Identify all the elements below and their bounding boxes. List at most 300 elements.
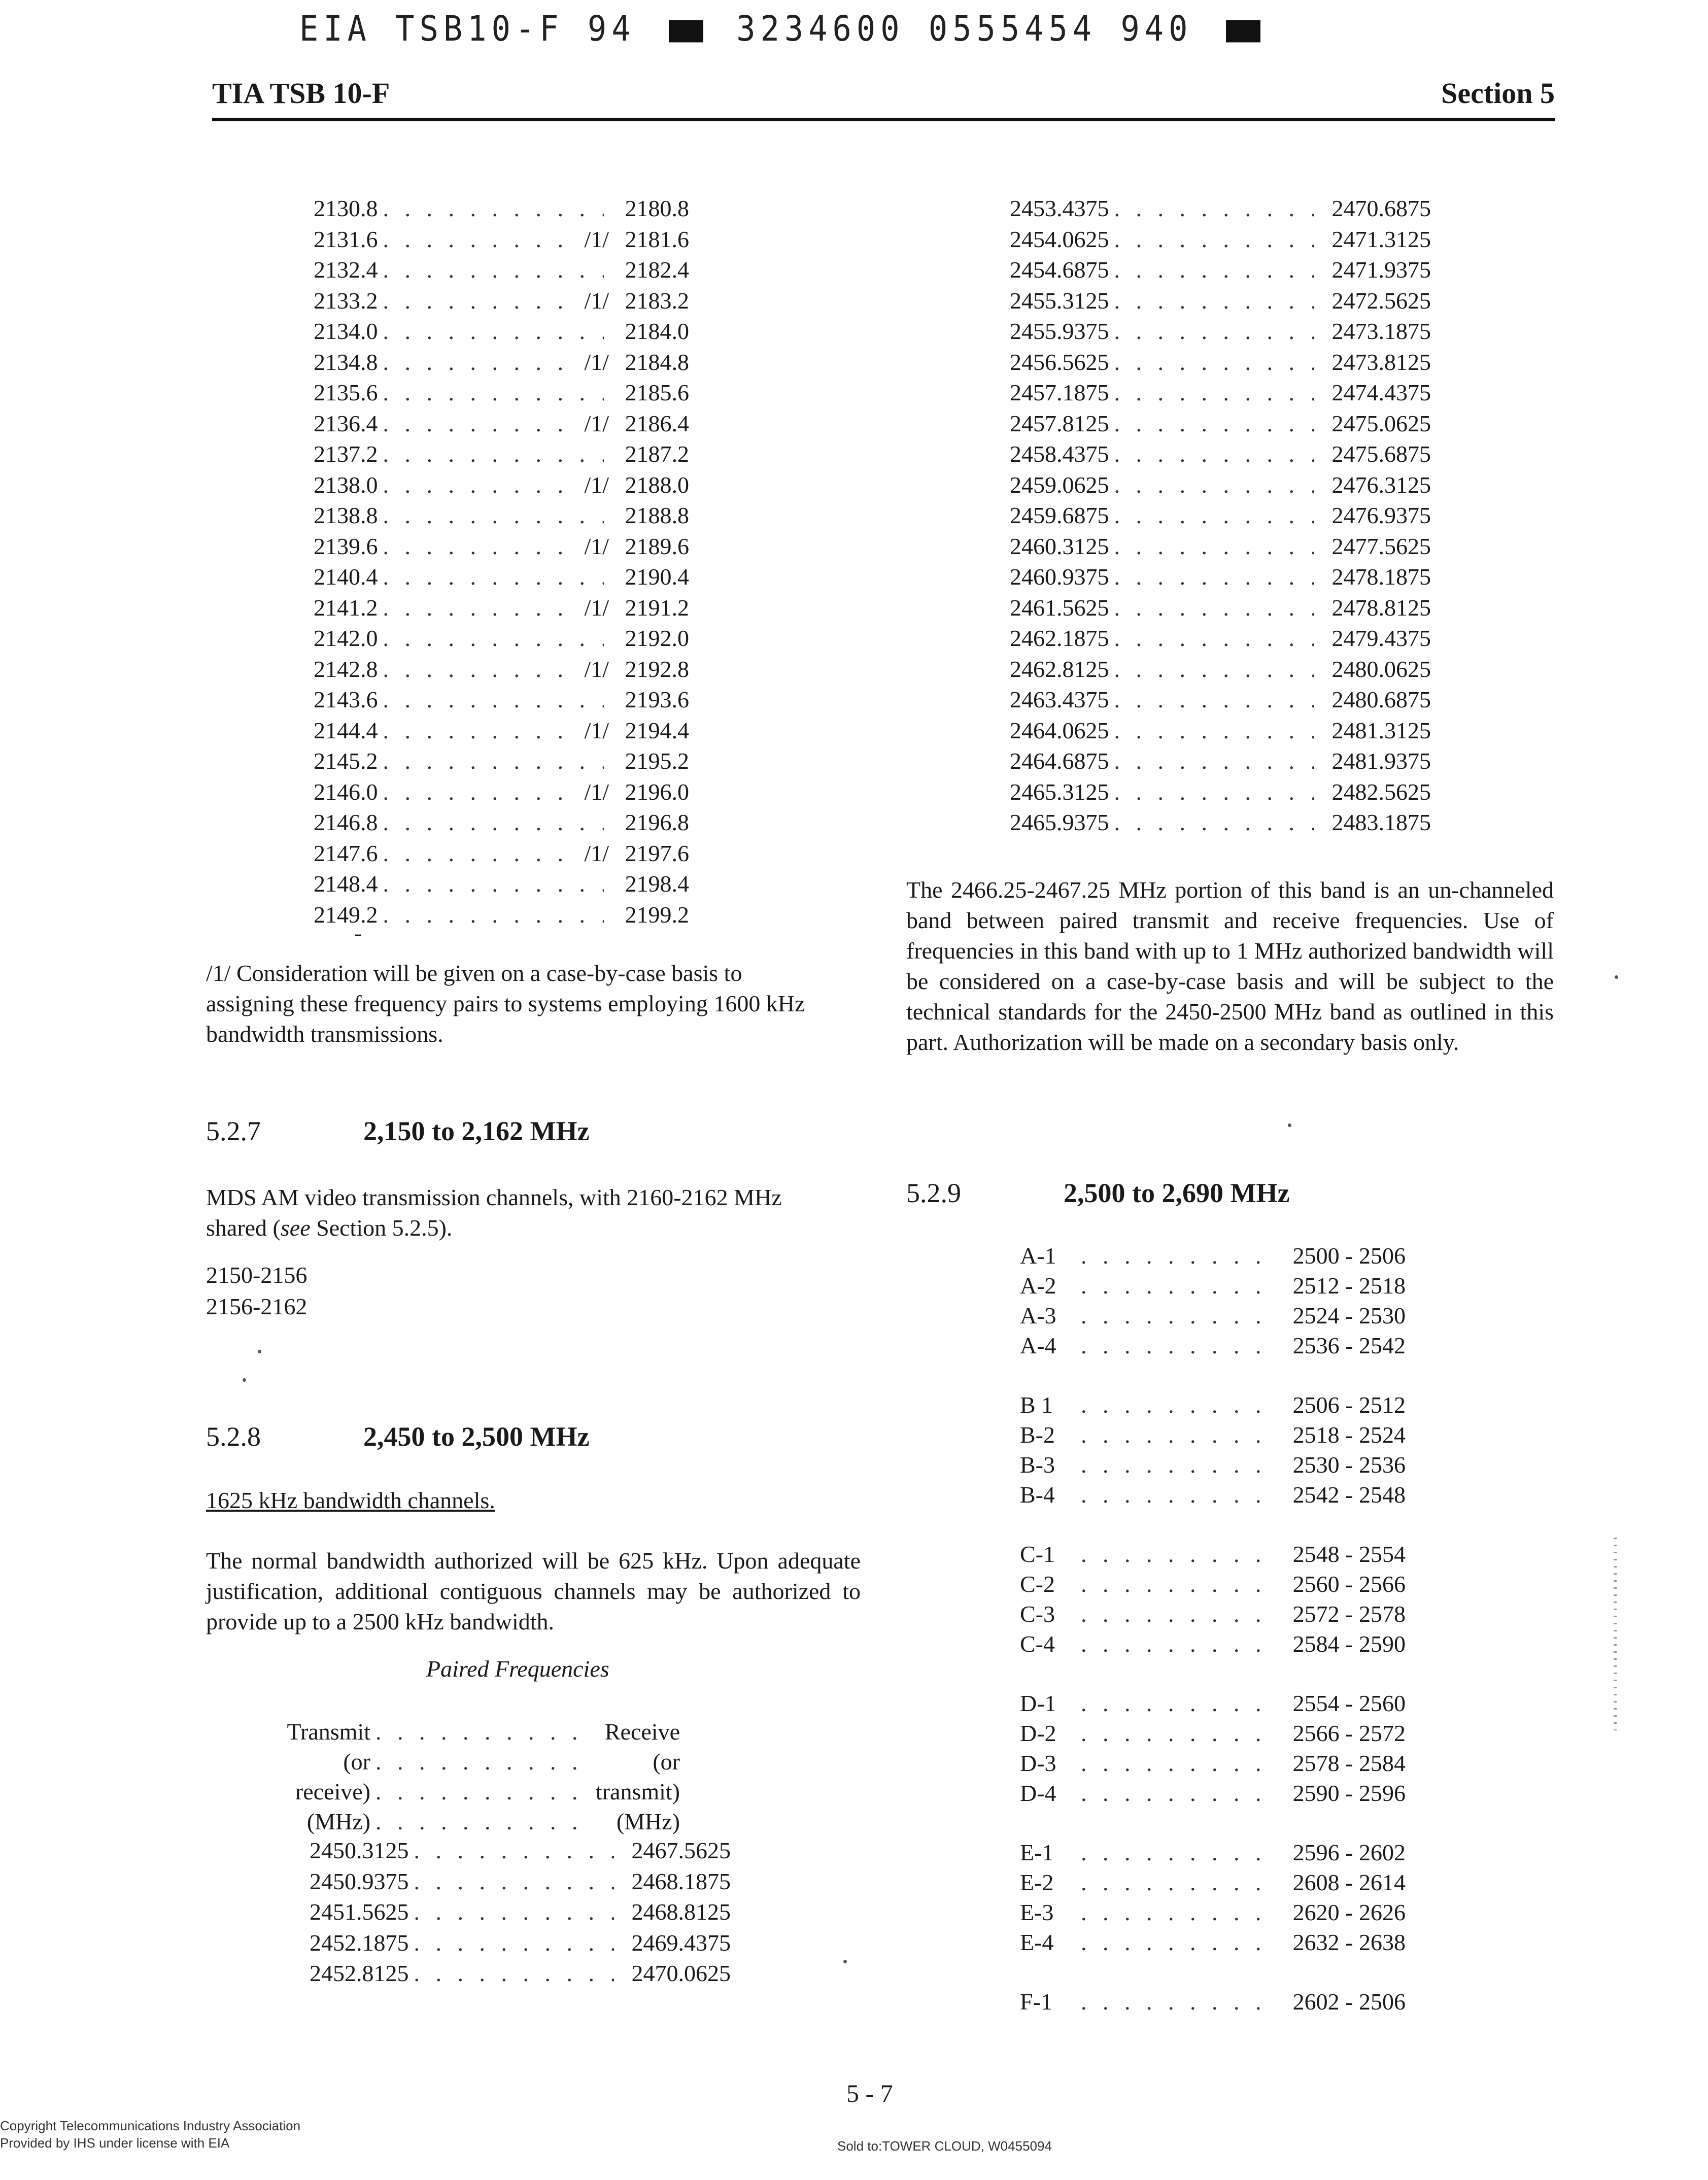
mds-description [206, 1182, 835, 1243]
dot-leader [1114, 563, 1315, 590]
paired-frequency-row-right-value: 2479.4375 [1331, 625, 1431, 651]
paired-frequency-row-right-value: 2469.4375 [631, 1929, 731, 1956]
channel-row-left-value: F-1 [1020, 1989, 1052, 2015]
channel-group [1020, 1690, 1406, 1810]
frequency-pair-row-left-value: 2139.6 [314, 533, 378, 559]
copyright-notice [0, 2117, 300, 2152]
channel-row-left-value: D-4 [1020, 1780, 1056, 1806]
dot-leader [383, 226, 579, 253]
paired-frequencies-header [269, 1718, 680, 1838]
channel-row-left-value: B-2 [1020, 1422, 1055, 1448]
frequency-pair-row-left-value: 2134.8 [314, 349, 378, 375]
paired-frequency-row [1010, 809, 1431, 840]
channel-row-left-value: C-1 [1020, 1541, 1055, 1567]
frequency-pair-row [314, 809, 689, 840]
dot-leader [414, 1898, 614, 1925]
section-number-5-2-9: 5.2.9 [906, 1178, 961, 1208]
paired-frequency-row-left-value: 2459.6875 [1010, 502, 1109, 528]
footnote-marker: /1/ [584, 349, 609, 375]
dot-leader [383, 533, 579, 560]
channel-group [1020, 1391, 1406, 1511]
frequency-pair-row-right-value: 2197.6 [625, 840, 689, 866]
channel-row-left-value: E-2 [1020, 1869, 1054, 1895]
dot-leader [1114, 256, 1315, 283]
dot-leader [383, 440, 604, 467]
frequency-pair-row-right-value: 2184.0 [625, 318, 689, 344]
channel-group [1020, 1988, 1406, 2018]
paired-frequency-row-left-value: 2454.0625 [1010, 226, 1109, 252]
channel-row [1020, 1242, 1406, 1272]
channel-row [1020, 1869, 1406, 1899]
dot-leader [1081, 1421, 1261, 1448]
paired-header-row-left-value: receive) [295, 1779, 370, 1804]
paired-frequency-row [1010, 594, 1431, 625]
dot-leader [1081, 1481, 1261, 1508]
paired-frequency-row [1010, 625, 1431, 656]
document-title: TIA TSB 10-F [212, 77, 390, 110]
dot-leader [1081, 1720, 1261, 1747]
section-number-5-2-7: 5.2.7 [206, 1116, 261, 1146]
mds-channel: 2156-2162 [206, 1293, 308, 1319]
frequency-pair-row-right-value: 2195.2 [625, 748, 689, 774]
mds-text-suffix: Section 5.2.5). [310, 1215, 453, 1241]
frequency-pair-row-right-value: 2181.6 [625, 226, 689, 252]
frequency-pair-row-left-value: 2146.8 [314, 809, 378, 835]
paired-frequency-row-right-value: 2482.5625 [1331, 778, 1431, 805]
dot-leader [375, 1748, 578, 1775]
mds-text-see: see [280, 1215, 311, 1241]
channel-group [1020, 1242, 1406, 1362]
paired-frequency-row [1010, 471, 1431, 502]
channel-row-left-value: D-1 [1020, 1690, 1056, 1716]
paired-frequency-row [1010, 747, 1431, 778]
dot-leader [1081, 1750, 1261, 1777]
scan-speck [1615, 975, 1618, 979]
dot-leader [1114, 533, 1315, 560]
dot-leader [383, 656, 579, 683]
paired-frequency-row-right-value: 2473.8125 [1331, 349, 1431, 375]
footnote-marker: /1/ [584, 410, 609, 436]
frequency-pair-row-left-value: 2149.2 [314, 901, 378, 928]
paired-header-row-left-value: Transmit [287, 1719, 370, 1745]
paired-frequency-row [1010, 533, 1431, 564]
frequency-pair-row-left-value: 2132.4 [314, 257, 378, 283]
paired-frequency-row-right-value: 2478.8125 [1331, 594, 1431, 621]
channel-row-right-value: 2542 - 2548 [1292, 1482, 1406, 1508]
channel-row [1020, 1600, 1406, 1630]
trailing-dash: - [354, 920, 362, 946]
frequency-pair-row-right-value: 2186.4 [625, 410, 689, 436]
frequency-pair-row [314, 379, 689, 410]
channel-row-right-value: 2590 - 2596 [1292, 1780, 1406, 1806]
frequency-pair-row [314, 686, 689, 717]
frequency-pair-row-left-value: 2138.0 [314, 471, 378, 498]
frequency-pair-row [314, 840, 689, 871]
section-label: Section 5 [1441, 77, 1555, 110]
dot-leader [1081, 1869, 1261, 1896]
paired-frequency-row [310, 1960, 731, 1991]
dot-leader [1081, 1332, 1261, 1359]
frequency-pair-row [314, 625, 689, 656]
channel-row-right-value: 2554 - 2560 [1292, 1690, 1406, 1716]
channel-row-right-value: 2560 - 2566 [1292, 1571, 1406, 1597]
channel-row [1020, 1481, 1406, 1511]
scan-block-mark [669, 20, 703, 42]
section-title-5-2-8: 2,450 to 2,500 MHz [363, 1421, 590, 1452]
frequency-pair-row-left-value: 2145.2 [314, 748, 378, 774]
channel-row-left-value: E-4 [1020, 1929, 1054, 1955]
frequency-pair-row-left-value: 2130.8 [314, 195, 378, 221]
channel-row [1020, 1690, 1406, 1720]
frequency-pair-row-left-value: 2140.4 [314, 564, 378, 590]
paired-frequency-row-left-value: 2464.6875 [1010, 748, 1109, 774]
license-line: Provided by IHS under license with EIA [0, 2135, 230, 2151]
dot-leader [1114, 195, 1315, 222]
scan-speck [243, 1378, 246, 1382]
paired-frequency-row [1010, 440, 1431, 471]
frequency-pair-row [314, 226, 689, 257]
dot-leader [1081, 1272, 1261, 1299]
frequency-pair-row [314, 410, 689, 441]
paired-header-row [269, 1748, 680, 1778]
dot-leader [383, 594, 579, 621]
paired-frequency-row-left-value: 2452.8125 [310, 1960, 409, 1986]
paired-frequency-row [1010, 318, 1431, 349]
paired-header-row-left-value: (or [343, 1749, 370, 1775]
paired-frequency-row [1010, 656, 1431, 687]
channel-row-left-value: A-2 [1020, 1273, 1056, 1299]
dot-leader [1114, 625, 1315, 652]
paired-frequency-row-right-value: 2471.3125 [1331, 226, 1431, 252]
section-title-5-2-9: 2,500 to 2,690 MHz [1064, 1178, 1290, 1208]
frequency-pair-row-left-value: 2134.0 [314, 318, 378, 344]
section-title-5-2-7: 2,150 to 2,162 MHz [363, 1116, 590, 1146]
paired-frequency-row [1010, 256, 1431, 287]
channel-row [1020, 1421, 1406, 1451]
frequency-pair-row-right-value: 2189.6 [625, 533, 689, 559]
dot-leader [383, 778, 579, 805]
paired-frequency-row [1010, 195, 1431, 226]
channel-row-left-value: C-4 [1020, 1631, 1055, 1657]
frequency-pair-row-right-value: 2198.4 [625, 871, 689, 897]
paired-frequency-row-left-value: 2453.4375 [1010, 195, 1109, 221]
paired-frequency-row [1010, 349, 1431, 380]
dot-leader [1081, 1899, 1261, 1926]
unchanneled-band-note: The 2466.25-2467.25 MHz portion of this band is an un-channeled band between paired transmit and receive frequencies. Use of frequencies in this band with up to 1 MHz authorized bandwidth will be considered on a case-by-case basis and will be subject to the technical standards for the 2450-2500 MHz band as outlined in this part. Authorization will be made on a secondary basis only. [906, 877, 1554, 1055]
channel-row [1020, 1630, 1406, 1660]
paired-frequency-row-left-value: 2463.4375 [1010, 687, 1109, 712]
dot-leader [1114, 656, 1315, 683]
paired-frequency-row-left-value: 2457.1875 [1010, 380, 1109, 405]
channel-row [1020, 1391, 1406, 1421]
paired-frequency-row [310, 1868, 731, 1899]
frequency-pair-row-left-value: 2147.6 [314, 840, 378, 866]
footnote-marker: /1/ [584, 471, 609, 498]
paired-frequency-row-left-value: 2451.5625 [310, 1899, 409, 1925]
frequency-pair-row [314, 256, 689, 287]
dot-leader [1114, 471, 1315, 498]
scan-speck [843, 1960, 847, 1963]
dot-leader [383, 625, 604, 652]
dot-leader [383, 686, 604, 713]
footnote-marker: /1/ [584, 840, 609, 866]
paired-frequency-row-right-value: 2474.4375 [1331, 380, 1431, 405]
dot-leader [1081, 1541, 1261, 1568]
frequency-pair-row-right-value: 2190.4 [625, 564, 689, 590]
frequency-pair-row-right-value: 2188.0 [625, 471, 689, 498]
paired-frequency-row [1010, 563, 1431, 594]
dot-leader [1081, 1839, 1261, 1866]
paired-header-row-right-value: (or [653, 1749, 680, 1775]
paired-frequency-row-left-value: 2458.4375 [1010, 441, 1109, 467]
frequency-pair-row-right-value: 2187.2 [625, 441, 689, 467]
channel-row-right-value: 2506 - 2512 [1292, 1392, 1406, 1418]
channel-row-left-value: D-2 [1020, 1720, 1056, 1746]
frequency-pair-row-right-value: 2184.8 [625, 349, 689, 375]
scan-artifact-middle: 3234600 0555454 940 [736, 8, 1193, 49]
dot-leader [383, 840, 579, 867]
paired-frequency-row-right-value: 2480.0625 [1331, 656, 1431, 682]
frequency-pair-row [314, 440, 689, 471]
channel-row-right-value: 2500 - 2506 [1292, 1243, 1406, 1269]
paired-frequency-row-left-value: 2455.9375 [1010, 318, 1109, 344]
channel-row-right-value: 2536 - 2542 [1292, 1333, 1406, 1358]
channel-row [1020, 1302, 1406, 1332]
paired-frequency-row-right-value: 2481.9375 [1331, 748, 1431, 774]
paired-frequency-row-left-value: 2459.0625 [1010, 471, 1109, 498]
dot-leader [375, 1778, 578, 1805]
frequency-pair-row-right-value: 2183.2 [625, 287, 689, 314]
paired-frequency-row-right-value: 2481.3125 [1331, 717, 1431, 743]
dot-leader [1114, 410, 1315, 437]
channel-row-left-value: A-3 [1020, 1303, 1056, 1329]
channel-row-right-value: 2578 - 2584 [1292, 1750, 1406, 1776]
frequency-pair-row-left-value: 2144.4 [314, 717, 378, 743]
paired-frequency-row [310, 1898, 731, 1929]
paired-frequency-row [310, 1929, 731, 1960]
frequency-pair-row-left-value: 2137.2 [314, 441, 378, 467]
frequency-pair-row-left-value: 2141.2 [314, 594, 378, 621]
frequency-pair-row-right-value: 2199.2 [625, 901, 689, 928]
mds-channel: 2150-2156 [206, 1262, 308, 1288]
channel-row [1020, 1899, 1406, 1929]
paired-frequency-list-continued [1010, 195, 1431, 840]
scan-margin-marks [1614, 1538, 1617, 1730]
channel-row-right-value: 2602 - 2506 [1292, 1989, 1406, 2015]
dot-leader [383, 349, 579, 376]
page-number: 5 - 7 [846, 2079, 893, 2107]
mds-channel-list [206, 1259, 307, 1322]
paired-frequency-row-right-value: 2467.5625 [631, 1837, 731, 1863]
dot-leader [375, 1808, 578, 1835]
dot-leader [1114, 778, 1315, 805]
frequency-pair-row [314, 778, 689, 809]
dot-leader [1081, 1988, 1261, 2015]
normal-bandwidth-text: The normal bandwidth authorized will be 625 kHz. Upon adequate justification, additional contiguous channels may be authorized to provide up to a 2500 kHz bandwidth. [206, 1548, 861, 1634]
channel-row [1020, 1750, 1406, 1780]
paired-frequency-row-left-value: 2454.6875 [1010, 257, 1109, 283]
channel-row-left-value: B-3 [1020, 1452, 1055, 1478]
channel-row-right-value: 2620 - 2626 [1292, 1899, 1406, 1925]
footnote-marker: /1/ [584, 778, 609, 805]
channel-row [1020, 1571, 1406, 1600]
frequency-pair-row-left-value: 2142.0 [314, 625, 378, 651]
dot-leader [383, 379, 604, 406]
paired-frequency-row-right-value: 2468.1875 [631, 1868, 731, 1894]
frequency-pair-row [314, 594, 689, 625]
paired-frequency-row-left-value: 2465.9375 [1010, 809, 1109, 835]
frequency-pair-row [314, 195, 689, 226]
channel-row-right-value: 2524 - 2530 [1292, 1303, 1406, 1329]
frequency-pair-row [314, 533, 689, 564]
dot-leader [1114, 440, 1315, 467]
channel-row-left-value: E-3 [1020, 1899, 1054, 1925]
channel-group [1020, 1541, 1406, 1660]
frequency-pair-row-left-value: 2135.6 [314, 380, 378, 405]
dot-leader [1114, 287, 1315, 314]
frequency-pair-row-right-value: 2180.8 [625, 195, 689, 221]
channel-row-left-value: A-4 [1020, 1333, 1056, 1358]
dot-leader [383, 287, 579, 314]
dot-leader [1081, 1929, 1261, 1956]
paired-frequency-row [1010, 686, 1431, 717]
paired-frequency-row-right-value: 2475.0625 [1331, 410, 1431, 436]
sold-to-notice: Sold to:TOWER CLOUD, W0455094 [837, 2138, 1052, 2154]
dot-leader [383, 195, 604, 222]
frequency-pair-row [314, 656, 689, 687]
paired-frequency-row-right-value: 2478.1875 [1331, 564, 1431, 590]
frequency-pair-row [314, 349, 689, 380]
footnote-marker: /1/ [584, 594, 609, 621]
paired-frequency-row-left-value: 2456.5625 [1010, 349, 1109, 375]
dot-leader [383, 870, 604, 897]
paired-frequency-row-left-value: 2460.3125 [1010, 533, 1109, 559]
dot-leader [1114, 226, 1315, 253]
mds-text-prefix: MDS AM video transmission channels, with 2160-2162 MHz shared ( [206, 1184, 782, 1241]
paired-header-row-right-value: (MHz) [616, 1809, 680, 1834]
channel-row-right-value: 2596 - 2602 [1292, 1840, 1406, 1865]
channel-row [1020, 1839, 1406, 1869]
paired-frequency-row-right-value: 2471.9375 [1331, 257, 1431, 283]
paired-header-row [269, 1778, 680, 1808]
channel-row [1020, 1988, 1406, 2018]
paired-frequency-row-right-value: 2472.5625 [1331, 287, 1431, 314]
frequency-pair-row [314, 870, 689, 901]
channel-row [1020, 1451, 1406, 1481]
channel-row [1020, 1720, 1406, 1750]
frequency-pair-row [314, 717, 689, 748]
paired-header-row-left-value: (MHz) [306, 1809, 370, 1834]
dot-leader [1114, 717, 1315, 744]
dot-leader [375, 1718, 578, 1745]
paired-frequency-row-right-value: 2476.9375 [1331, 502, 1431, 528]
frequency-pair-row-right-value: 2191.2 [625, 594, 689, 621]
dot-leader [1081, 1690, 1261, 1717]
paired-frequency-row [310, 1837, 731, 1868]
paired-header-row [269, 1808, 680, 1838]
paired-header-row-right-value: Receive [604, 1719, 680, 1745]
channel-row-right-value: 2584 - 2590 [1292, 1631, 1406, 1657]
frequency-pair-row-right-value: 2194.4 [625, 717, 689, 743]
channel-row [1020, 1780, 1406, 1810]
frequency-pair-row-right-value: 2192.0 [625, 625, 689, 651]
channel-row-right-value: 2566 - 2572 [1292, 1720, 1406, 1746]
paired-frequency-row-left-value: 2457.8125 [1010, 410, 1109, 436]
paired-frequency-row-right-value: 2476.3125 [1331, 471, 1431, 498]
paired-header-row-right-value: transmit) [595, 1779, 680, 1804]
channel-row [1020, 1541, 1406, 1571]
scan-artifact-header [299, 8, 1270, 49]
paired-frequency-row [1010, 778, 1431, 809]
paired-frequency-row-left-value: 2462.1875 [1010, 625, 1109, 651]
scan-artifact-left: EIA TSB10-F 94 [299, 8, 636, 49]
paired-frequency-row-left-value: 2452.1875 [310, 1929, 409, 1956]
paired-header-row [269, 1718, 680, 1748]
paired-frequency-row-left-value: 2464.0625 [1010, 717, 1109, 743]
frequency-pair-row-right-value: 2196.8 [625, 809, 689, 835]
dot-leader [414, 1837, 614, 1864]
frequency-pair-row-right-value: 2196.0 [625, 778, 689, 805]
dot-leader [414, 1960, 614, 1987]
channel-row-left-value: B 1 [1020, 1392, 1053, 1418]
paired-frequency-row [1010, 287, 1431, 318]
copyright-line: Copyright Telecommunications Industry Association [0, 2118, 301, 2133]
paired-frequency-row-left-value: 2460.9375 [1010, 564, 1109, 590]
frequency-pair-row-left-value: 2136.4 [314, 410, 378, 436]
frequency-pair-row-right-value: 2188.8 [625, 502, 689, 528]
channel-row-right-value: 2518 - 2524 [1292, 1422, 1406, 1448]
paired-frequency-row [1010, 502, 1431, 533]
scan-speck [1288, 1123, 1291, 1127]
channel-row-left-value: C-2 [1020, 1571, 1055, 1597]
dot-leader [1114, 502, 1315, 529]
frequency-pair-row [314, 901, 689, 932]
dot-leader [1081, 1630, 1261, 1657]
paired-frequency-row-right-value: 2483.1875 [1331, 809, 1431, 835]
dot-leader [383, 901, 604, 928]
dot-leader [383, 256, 604, 283]
dot-leader [1114, 809, 1315, 836]
paired-frequency-row-right-value: 2470.0625 [631, 1960, 731, 1986]
frequency-pair-row-left-value: 2148.4 [314, 871, 378, 897]
dot-leader [1081, 1451, 1261, 1478]
frequency-pair-row-right-value: 2193.6 [625, 687, 689, 712]
dot-leader [383, 717, 579, 744]
paired-frequency-row-right-value: 2473.1875 [1331, 318, 1431, 344]
dot-leader [1081, 1242, 1261, 1269]
frequency-pair-row [314, 563, 689, 594]
dot-leader [1081, 1302, 1261, 1329]
dot-leader [1114, 379, 1315, 406]
dot-leader [1114, 747, 1315, 774]
channel-row [1020, 1272, 1406, 1302]
dot-leader [383, 318, 604, 345]
channel-row-right-value: 2512 - 2518 [1292, 1273, 1406, 1299]
frequency-pair-row-left-value: 2131.6 [314, 226, 378, 252]
channel-row-right-value: 2632 - 2638 [1292, 1929, 1406, 1955]
paired-frequency-row [1010, 226, 1431, 257]
frequency-pair-row [314, 471, 689, 502]
footnote-marker: /1/ [584, 717, 609, 743]
frequency-pair-row-left-value: 2143.6 [314, 687, 378, 712]
dot-leader [1114, 686, 1315, 713]
dot-leader [1081, 1391, 1261, 1418]
frequency-pair-row-right-value: 2192.8 [625, 656, 689, 682]
channel-row [1020, 1332, 1406, 1362]
paired-frequency-row-right-value: 2470.6875 [1331, 195, 1431, 221]
scan-block-mark [1226, 20, 1260, 42]
frequency-pair-row-left-value: 2142.8 [314, 656, 378, 682]
